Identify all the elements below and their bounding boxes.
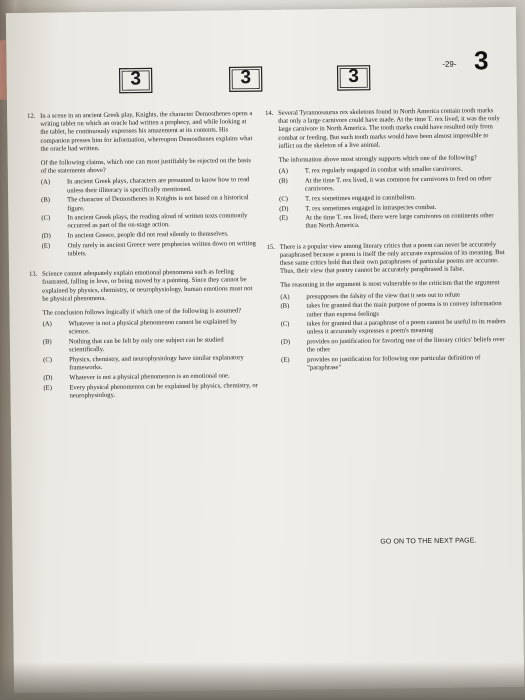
- page-number: 3: [473, 45, 489, 76]
- option-letter: (A): [40, 179, 51, 187]
- option-text: Whatever is not a physical phenomenon cannot be explained by science.: [68, 318, 237, 336]
- go-on-notice: GO ON TO THE NEXT PAGE.: [380, 537, 477, 546]
- question-number: 13.: [29, 271, 38, 279]
- question-lead: The information above most strongly supports which one of the following?: [278, 154, 477, 164]
- question-number: 15.: [266, 243, 276, 251]
- option-letter: (D): [279, 205, 289, 213]
- answer-option[interactable]: [279, 212, 504, 231]
- option-text: In ancient Greek plays, characters are presumed to know how to read unless their illiteracy is specifically mentioned.: [66, 176, 250, 195]
- answer-option[interactable]: [43, 318, 258, 337]
- question-stem: Science cannot adequately explain emotional phenomena such as feeling frustrated, falling in love, or being moved by a painting. Since they cannot be explained by physics, chemistry, or neurophysiology, human emotions must not be physical phenomena.: [42, 268, 253, 303]
- option-text: Every physical phenomenon can be explained by physics, chemistry, or neurophysiology.: [69, 381, 258, 400]
- option-text: presupposes the falsity of the view that it sets out to refute: [306, 291, 461, 301]
- option-text: At the time T. rex lived, it was common for carnivores to feed on other carnivores.: [304, 175, 492, 193]
- answer-option[interactable]: [43, 382, 258, 401]
- question-12: [27, 110, 257, 259]
- option-letter: (A): [278, 167, 289, 176]
- answer-option[interactable]: [43, 354, 258, 373]
- section-box-1: [119, 67, 153, 93]
- option-text: Nothing that can be felt by only one subject can be studied scientifically.: [68, 336, 224, 354]
- option-letter: (B): [42, 338, 52, 346]
- answer-option[interactable]: [280, 300, 505, 319]
- question-stem: Several Tyrannosaurus rex skeletons found in North America contain tooth marks that only a large carnivore could have made. At the time T. rex lived, it was the only large carnivore in North America. The tooth marks could have resulted only from combat or feeding. But such tooth marks would have been almost impossible to inflict on the skeleton of a live animal.: [278, 107, 500, 150]
- question-lead: The conclusion follows logically if which one of the following is assumed?: [42, 307, 242, 317]
- section-box-2-label: 3: [240, 67, 252, 89]
- option-letter: (E): [41, 242, 51, 250]
- option-text: In ancient Greek plays, the reading aloud of written texts commonly occurred as part of the on-stage action.: [67, 212, 248, 230]
- option-text: In ancient Greece, people did not read silently to themselves.: [67, 230, 229, 240]
- question-14: [265, 107, 504, 232]
- question-lead: Of the following claims, which one can most justifiably be rejected on the basis of the statements above?: [40, 157, 251, 175]
- section-box-3: [337, 65, 371, 91]
- option-letter: (B): [280, 303, 290, 311]
- option-text: T. rex regularly engaged in combat with smaller carnivores.: [304, 165, 463, 175]
- page-label: -29-: [442, 59, 457, 69]
- option-letter: (D): [43, 374, 53, 382]
- option-text: Whatever is not a physical phenomenon is an emotional one.: [69, 372, 230, 382]
- test-page: [6, 7, 524, 693]
- section-box-3-label: 3: [348, 65, 360, 87]
- option-letter: (D): [41, 232, 51, 240]
- option-letter: (E): [281, 356, 290, 364]
- answer-option[interactable]: [281, 354, 506, 373]
- option-text: takes for granted that a paraphrase of a poem cannot be useful to its readers unless it accurately expresses a poem's meaning: [306, 318, 506, 336]
- answer-option[interactable]: [41, 177, 256, 196]
- question-stem: In a scene in an ancient Greek play, Knights, the character Demosthenes opens a writing tablet on which an oracle had written a prophecy, and while looking at the tablet, he continuously expresses his amazement at its contents. His companion presses him for information, whereupon Demosthenes explains what the oracle had written.: [40, 110, 253, 153]
- answer-option[interactable]: [42, 240, 257, 259]
- option-letter: (A): [42, 320, 52, 328]
- option-text: T. rex sometimes engaged in cannibalism.: [305, 193, 416, 203]
- answer-option[interactable]: [279, 175, 504, 194]
- question-number: 12.: [27, 112, 36, 120]
- answer-option[interactable]: [41, 194, 256, 213]
- answer-option[interactable]: [281, 318, 506, 337]
- answer-option[interactable]: [43, 336, 258, 355]
- option-text: T. rex sometimes engaged in intraspecies combat.: [305, 203, 437, 213]
- option-text: takes for granted that the main purpose of poems is to convey information rather than express feelings: [306, 300, 502, 319]
- option-letter: (C): [279, 195, 288, 203]
- option-letter: (E): [279, 214, 288, 223]
- section-box-2: [229, 66, 263, 92]
- answer-option[interactable]: [41, 212, 256, 231]
- option-letter: (E): [43, 384, 52, 392]
- option-letter: (C): [280, 320, 290, 329]
- question-13: [29, 268, 259, 401]
- right-column: [265, 107, 506, 379]
- left-column: [27, 110, 259, 407]
- question-15: [267, 241, 507, 374]
- answer-option[interactable]: [281, 336, 506, 355]
- option-text: The character of Demosthenes in Knights is not based on a historical figure.: [67, 194, 249, 212]
- option-letter: (C): [43, 356, 52, 364]
- option-text: provides no justification for following one particular definition of "paraphrase": [307, 354, 481, 372]
- option-text: At the time T. rex lived, there were large carnivores on continents other than North America.: [305, 212, 494, 230]
- bottom-shadow: [0, 662, 525, 700]
- question-lead: The reasoning in the argument is most vulnerable to the criticism that the argument: [280, 279, 500, 290]
- option-text: Physics, chemistry, and neurophysiology have similar explanatory frameworks.: [69, 354, 244, 372]
- option-letter: (D): [280, 338, 291, 346]
- section-box-1-label: 3: [130, 68, 142, 90]
- option-text: Only rarely in ancient Greece were prophecies written down on writing tablets.: [67, 239, 256, 258]
- option-letter: (B): [41, 196, 50, 205]
- option-letter: (A): [280, 293, 290, 301]
- question-number: 14.: [265, 109, 274, 117]
- option-letter: (B): [278, 177, 288, 185]
- option-text: provides no justification for favoring one of the literary critics' beliefs over the other: [306, 336, 505, 354]
- option-letter: (C): [41, 214, 51, 222]
- question-stem: There is a popular view among literary critics that a poem can never be accurately paraphrased because a poem is itself the only accurate expression of its meaning. But these same critics hold that their own paraphrases of particular poems are accurate. Thus, their view that poetry cannot be accurately paraphrased is false.: [279, 240, 505, 276]
